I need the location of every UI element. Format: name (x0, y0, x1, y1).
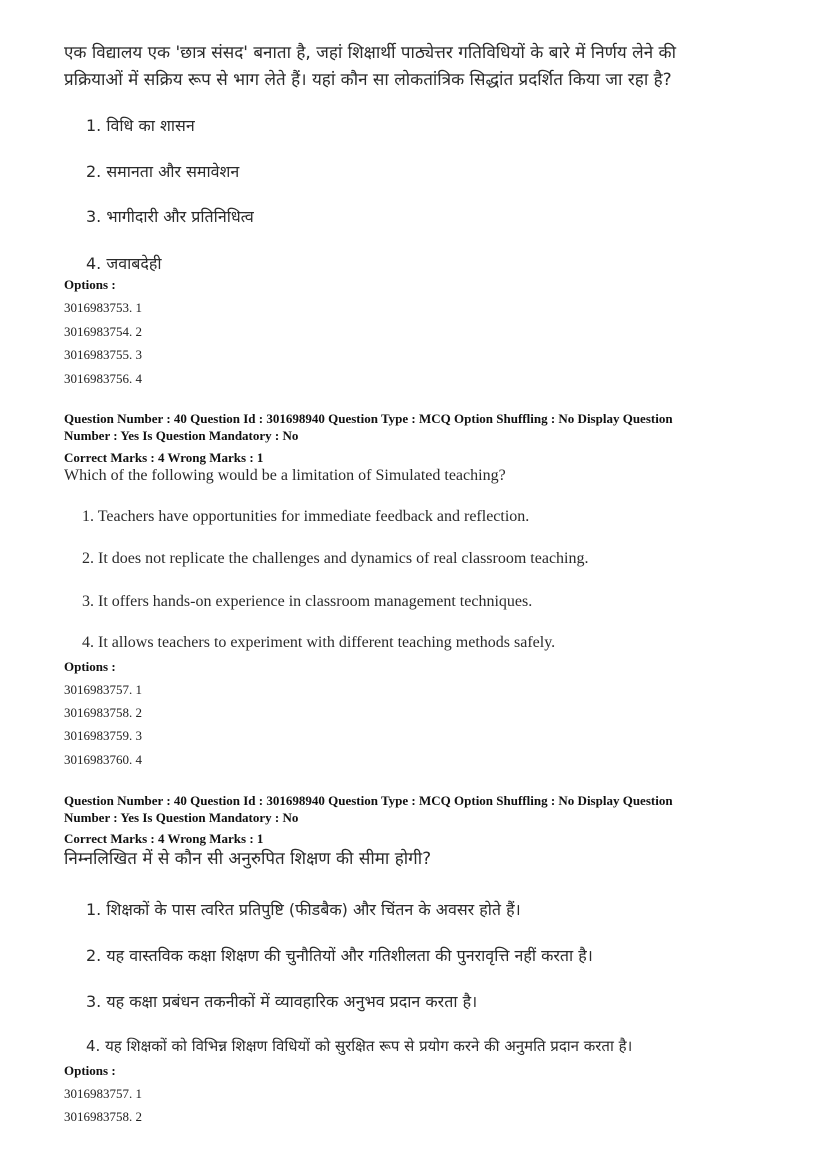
question-meta-line-2: Number : Yes Is Question Mandatory : No (64, 810, 299, 825)
question-text: निम्नलिखित में से कौन सी अनुरुपित शिक्षण की सीमा होगी? (64, 849, 432, 869)
option-id: 3016983755. 3 (64, 347, 142, 362)
choice-1: 1. Teachers have opportunities for immediate feedback and reflection. (82, 508, 530, 525)
choice-4: 4. It allows teachers to experiment with different teaching methods safely. (82, 634, 556, 651)
question-meta-line-1: Question Number : 40 Question Id : 301698940 Question Type : MCQ Option Shuffling : No Display Question (64, 793, 673, 808)
option-id: 3016983757. 1 (64, 1086, 142, 1101)
question-text-line-2: प्रक्रियाओं में सक्रिय रूप से भाग लेते हैं। यहां कौन सा लोकतांत्रिक सिद्धांत प्रदर्शित किया जा रहा है? (64, 70, 672, 90)
choice-2: 2. It does not replicate the challenges and dynamics of real classroom teaching. (82, 550, 589, 567)
options-label: Options : (64, 277, 116, 292)
option-id: 3016983759. 3 (64, 728, 142, 743)
choice-4: 4. जवाबदेही (86, 254, 162, 273)
option-id: 3016983754. 2 (64, 324, 142, 339)
choice-4: 4. यह शिक्षकों को विभिन्न शिक्षण विधियों को सुरक्षित रूप से प्रयोग करने की अनुमति प्रदान करता है। (86, 1037, 633, 1055)
option-id: 3016983758. 2 (64, 1109, 142, 1124)
choice-3: 3. भागीदारी और प्रतिनिधित्व (86, 207, 254, 226)
question-meta-line-2: Number : Yes Is Question Mandatory : No (64, 428, 299, 443)
choice-2: 2. समानता और समावेशन (86, 162, 240, 181)
option-id: 3016983753. 1 (64, 300, 142, 315)
option-id: 3016983760. 4 (64, 752, 142, 767)
question-marks: Correct Marks : 4 Wrong Marks : 1 (64, 450, 264, 465)
option-id: 3016983757. 1 (64, 682, 142, 697)
question-meta-line-1: Question Number : 40 Question Id : 301698940 Question Type : MCQ Option Shuffling : No Display Question (64, 411, 673, 426)
question-marks: Correct Marks : 4 Wrong Marks : 1 (64, 831, 264, 846)
options-label: Options : (64, 1063, 116, 1078)
question-text-line-1: एक विद्यालय एक 'छात्र संसद' बनाता है, जहां शिक्षार्थी पाठ्येत्तर गतिविधियों के बारे में निर्णय लेने की (64, 43, 677, 63)
choice-3: 3. It offers hands-on experience in classroom management techniques. (82, 593, 533, 610)
option-id: 3016983756. 4 (64, 371, 142, 386)
choice-3: 3. यह कक्षा प्रबंधन तकनीकों में व्यावहारिक अनुभव प्रदान करता है। (86, 992, 478, 1011)
choice-1: 1. शिक्षकों के पास त्वरित प्रतिपुष्टि (फीडबैक) और चिंतन के अवसर होते हैं। (86, 900, 521, 919)
question-text: Which of the following would be a limitation of Simulated teaching? (64, 467, 506, 484)
options-label: Options : (64, 659, 116, 674)
option-id: 3016983758. 2 (64, 705, 142, 720)
choice-1: 1. विधि का शासन (86, 116, 195, 135)
choice-2: 2. यह वास्तविक कक्षा शिक्षण की चुनौतियों और गतिशीलता की पुनरावृत्ति नहीं करता है। (86, 946, 593, 965)
